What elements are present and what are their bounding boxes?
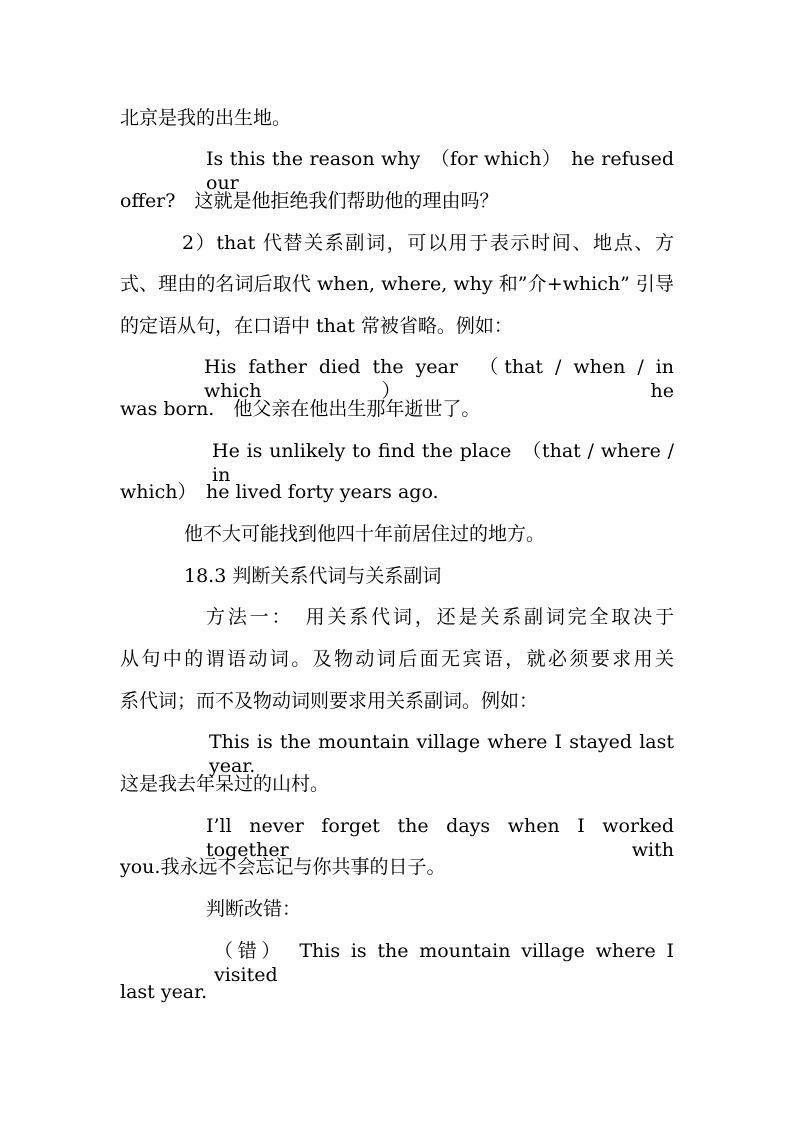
text-line-22: last year. (120, 981, 208, 1003)
text-line-19: you.我永远不会忘记与你共事的日子。 (120, 856, 446, 878)
text-line-4: 2）that 代替关系副词，可以用于表示时间、地点、方 (182, 232, 674, 254)
text-line-16: This is the mountain village where I stayed last year. (209, 731, 674, 777)
text-line-6: 的定语从句，在口语中 that 常被省略。例如： (120, 315, 513, 337)
text-line-5: 式、理由的名词后取代 when, where, why 和”介+which” 引导 (120, 273, 674, 295)
text-line-10: which） he lived forty years ago. (120, 481, 439, 503)
text-line-11: 他不大可能找到他四十年前居住过的地方。 (184, 523, 546, 545)
text-line-1: 北京是我的出生地。 (120, 107, 292, 129)
text-line-7: His father died the year （that / when / in which） he (204, 356, 674, 402)
text-line-8: was born. 他父亲在他出生那年逝世了。 (120, 398, 481, 420)
text-line-9: He is unlikely to find the place （that / where / in (212, 440, 674, 486)
text-line-15: 系代词；而不及物动词则要求用关系副词。例如： (120, 690, 539, 712)
text-line-13: 方法一： 用关系代词，还是关系副词完全取决于 (206, 606, 674, 628)
text-line-14: 从句中的谓语动词。及物动词后面无宾语，就必须要求用关 (120, 648, 674, 670)
text-line-3: offer? 这就是他拒绝我们帮助他的理由吗？ (120, 190, 499, 212)
text-line-18: I’ll never forget the days when I worked together with (206, 815, 674, 861)
text-line-17: 这是我去年呆过的山村。 (120, 773, 330, 795)
section-heading: 18.3 判断关系代词与关系副词 (184, 565, 442, 587)
text-line-2: Is this the reason why （for which） he refused our (206, 148, 674, 194)
text-line-20: 判断改错： (206, 898, 302, 920)
text-line-21: （错） This is the mountain village where I visited (214, 940, 674, 986)
